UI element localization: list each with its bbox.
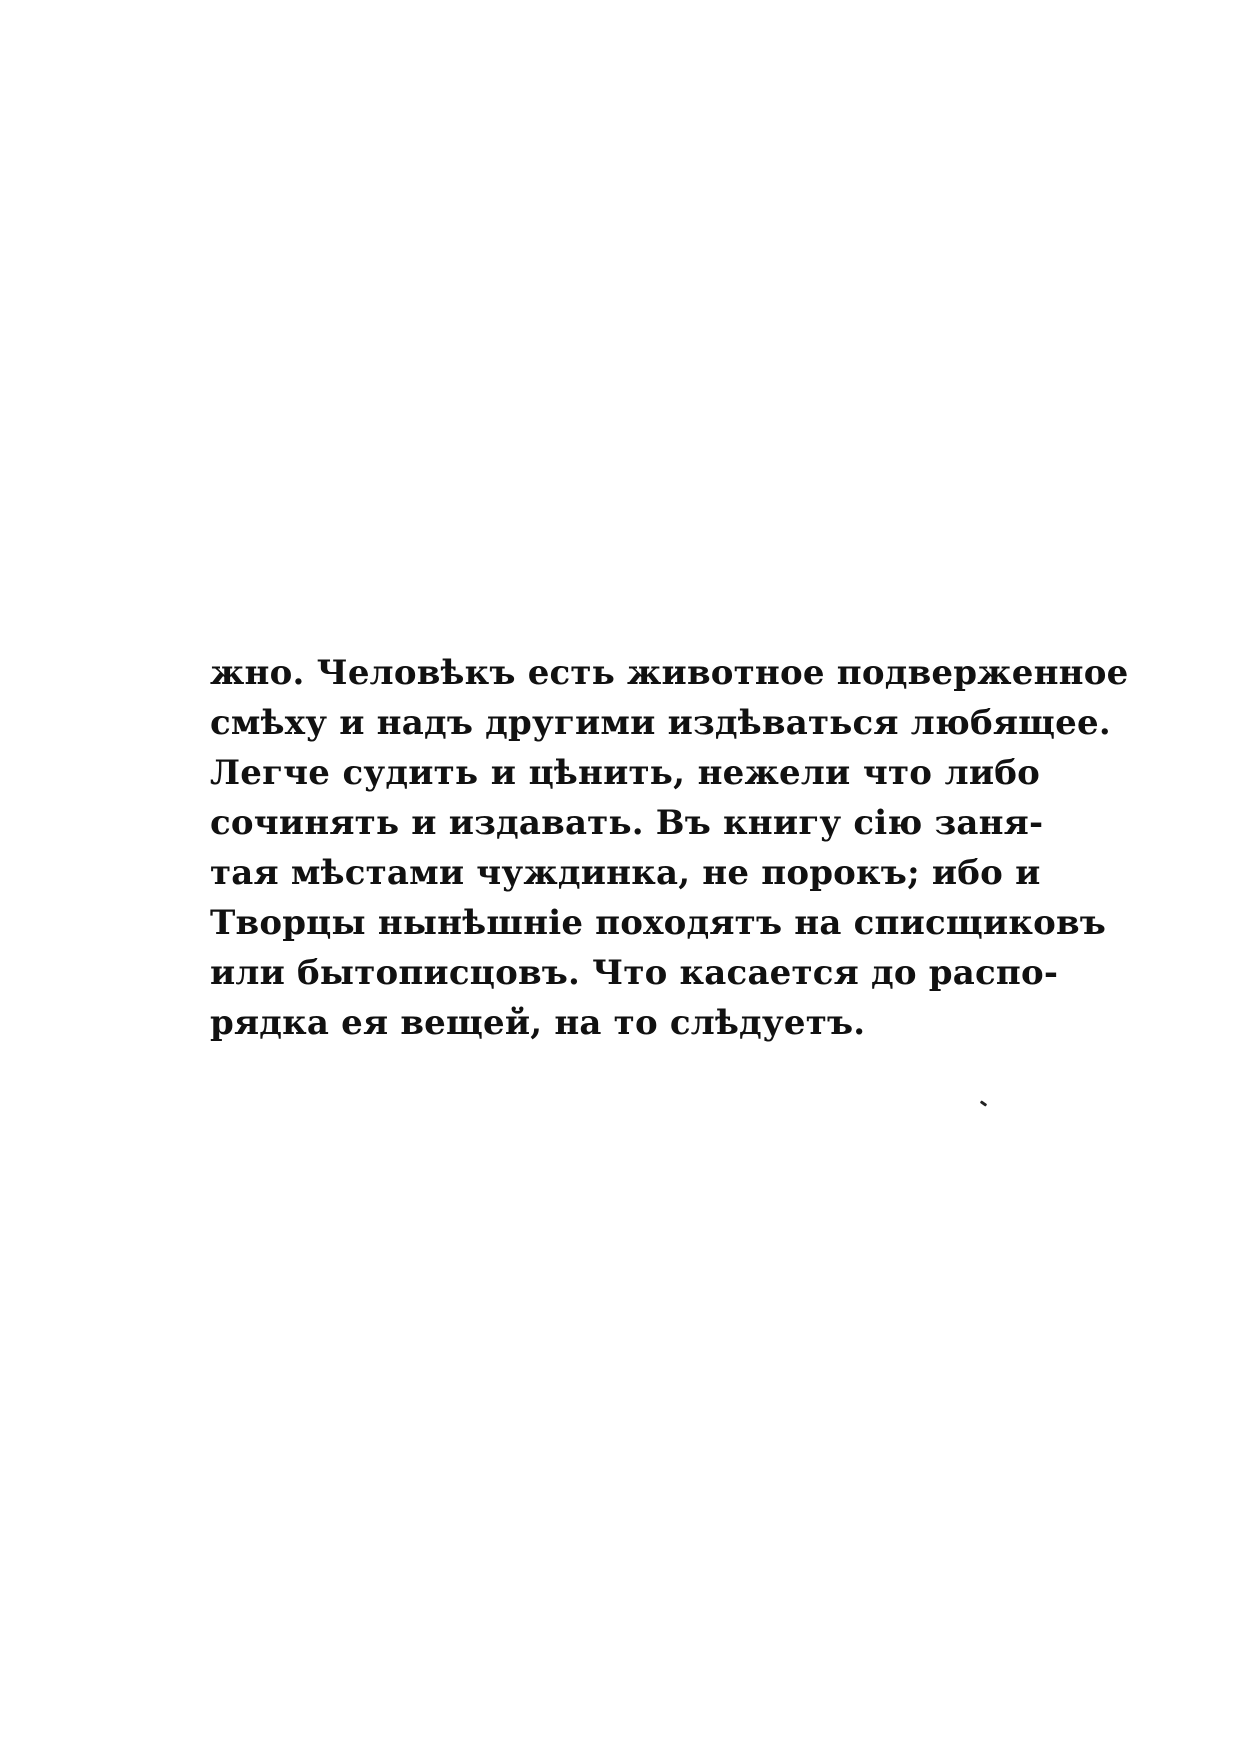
ink-speck [980, 1100, 987, 1106]
text-line-2: смѣху и надъ другими издѣваться любящее. [210, 703, 1111, 743]
text-line-4: сочинять и издавать. Въ книгу сію заня- [210, 803, 1044, 843]
text-line-3: Легче судить и цѣнить, нежели что либо [210, 753, 1040, 793]
text-line-7: или бытописцовъ. Что касается до распо- [210, 953, 1059, 993]
text-line-6: Творцы нынѣшніе походятъ на списщиковъ [210, 903, 1107, 943]
text-line-8: рядка ея вещей, на то слѣдуетъ. [210, 1003, 866, 1043]
text-line-5: тая мѣстами чуждинка, не порокъ; ибо и [210, 853, 1041, 893]
text-line-1: жно. Человѣкъ есть животное подверженное [210, 653, 1129, 693]
body-text [210, 648, 1129, 1048]
